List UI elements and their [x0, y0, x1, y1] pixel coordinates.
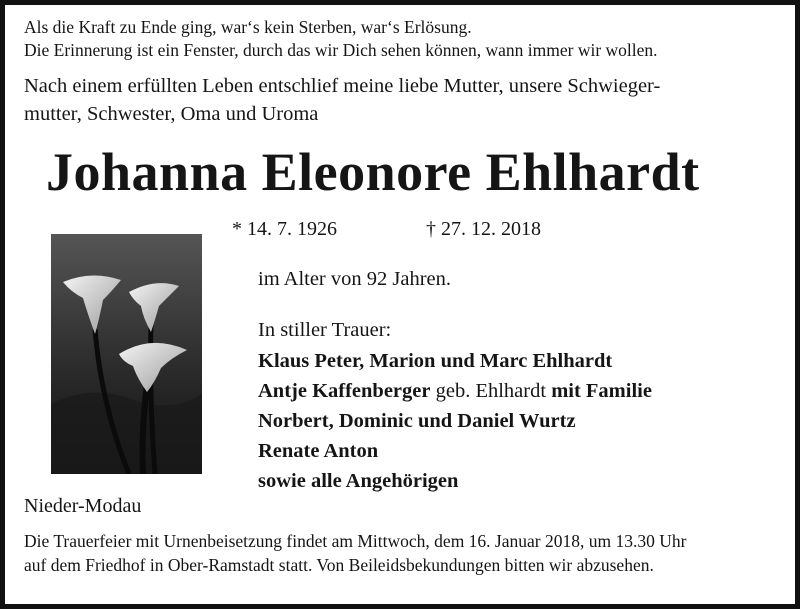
place: Nieder-Modau [24, 495, 142, 517]
intro-line-2: mutter, Schwester, Oma und Uroma [24, 103, 319, 125]
calla-lily-photo [51, 234, 202, 474]
mourner-line-5: sowie alle Angehörigen [258, 470, 459, 492]
intro-line-1: Nach einem erfüllten Leben entschlief meine liebe Mutter, unsere Schwieger- [24, 75, 661, 97]
calla-lily-icon [51, 234, 202, 474]
notice-line-2: auf dem Friedhof in Ober-Ramstadt statt. Von Beileidsbekundungen bitten wir abzusehen. [24, 555, 654, 575]
mourner-family: mit Familie [551, 380, 652, 402]
mourner-line-1: Klaus Peter, Marion und Marc Ehlhardt [258, 350, 613, 372]
quote-line-2: Die Erinnerung ist ein Fenster, durch das wir Dich sehen können, wann immer wir wollen. [24, 40, 658, 60]
birth-date: * 14. 7. 1926 [232, 218, 337, 240]
deceased-name: Johanna Eleonore Ehlhardt [46, 142, 700, 202]
notice-line-1: Die Trauerfeier mit Urnenbeisetzung findet am Mittwoch, dem 16. Januar 2018, um 13.30 Uhr [24, 531, 687, 551]
mourner-line-4: Renate Anton [258, 440, 379, 462]
mourner-name: Antje Kaffenberger [258, 380, 431, 402]
age-text: im Alter von 92 Jahren. [258, 268, 452, 290]
mourner-line-2 [258, 376, 652, 407]
quote-line-1: Als die Kraft zu Ende ging, war‘s kein Sterben, war‘s Erlösung. [24, 17, 472, 37]
death-date: † 27. 12. 2018 [426, 218, 541, 240]
mourner-line-3: Norbert, Dominic und Daniel Wurtz [258, 410, 576, 432]
mourning-heading: In stiller Trauer: [258, 319, 392, 341]
mourner-birthname: geb. Ehlhardt [430, 380, 552, 402]
